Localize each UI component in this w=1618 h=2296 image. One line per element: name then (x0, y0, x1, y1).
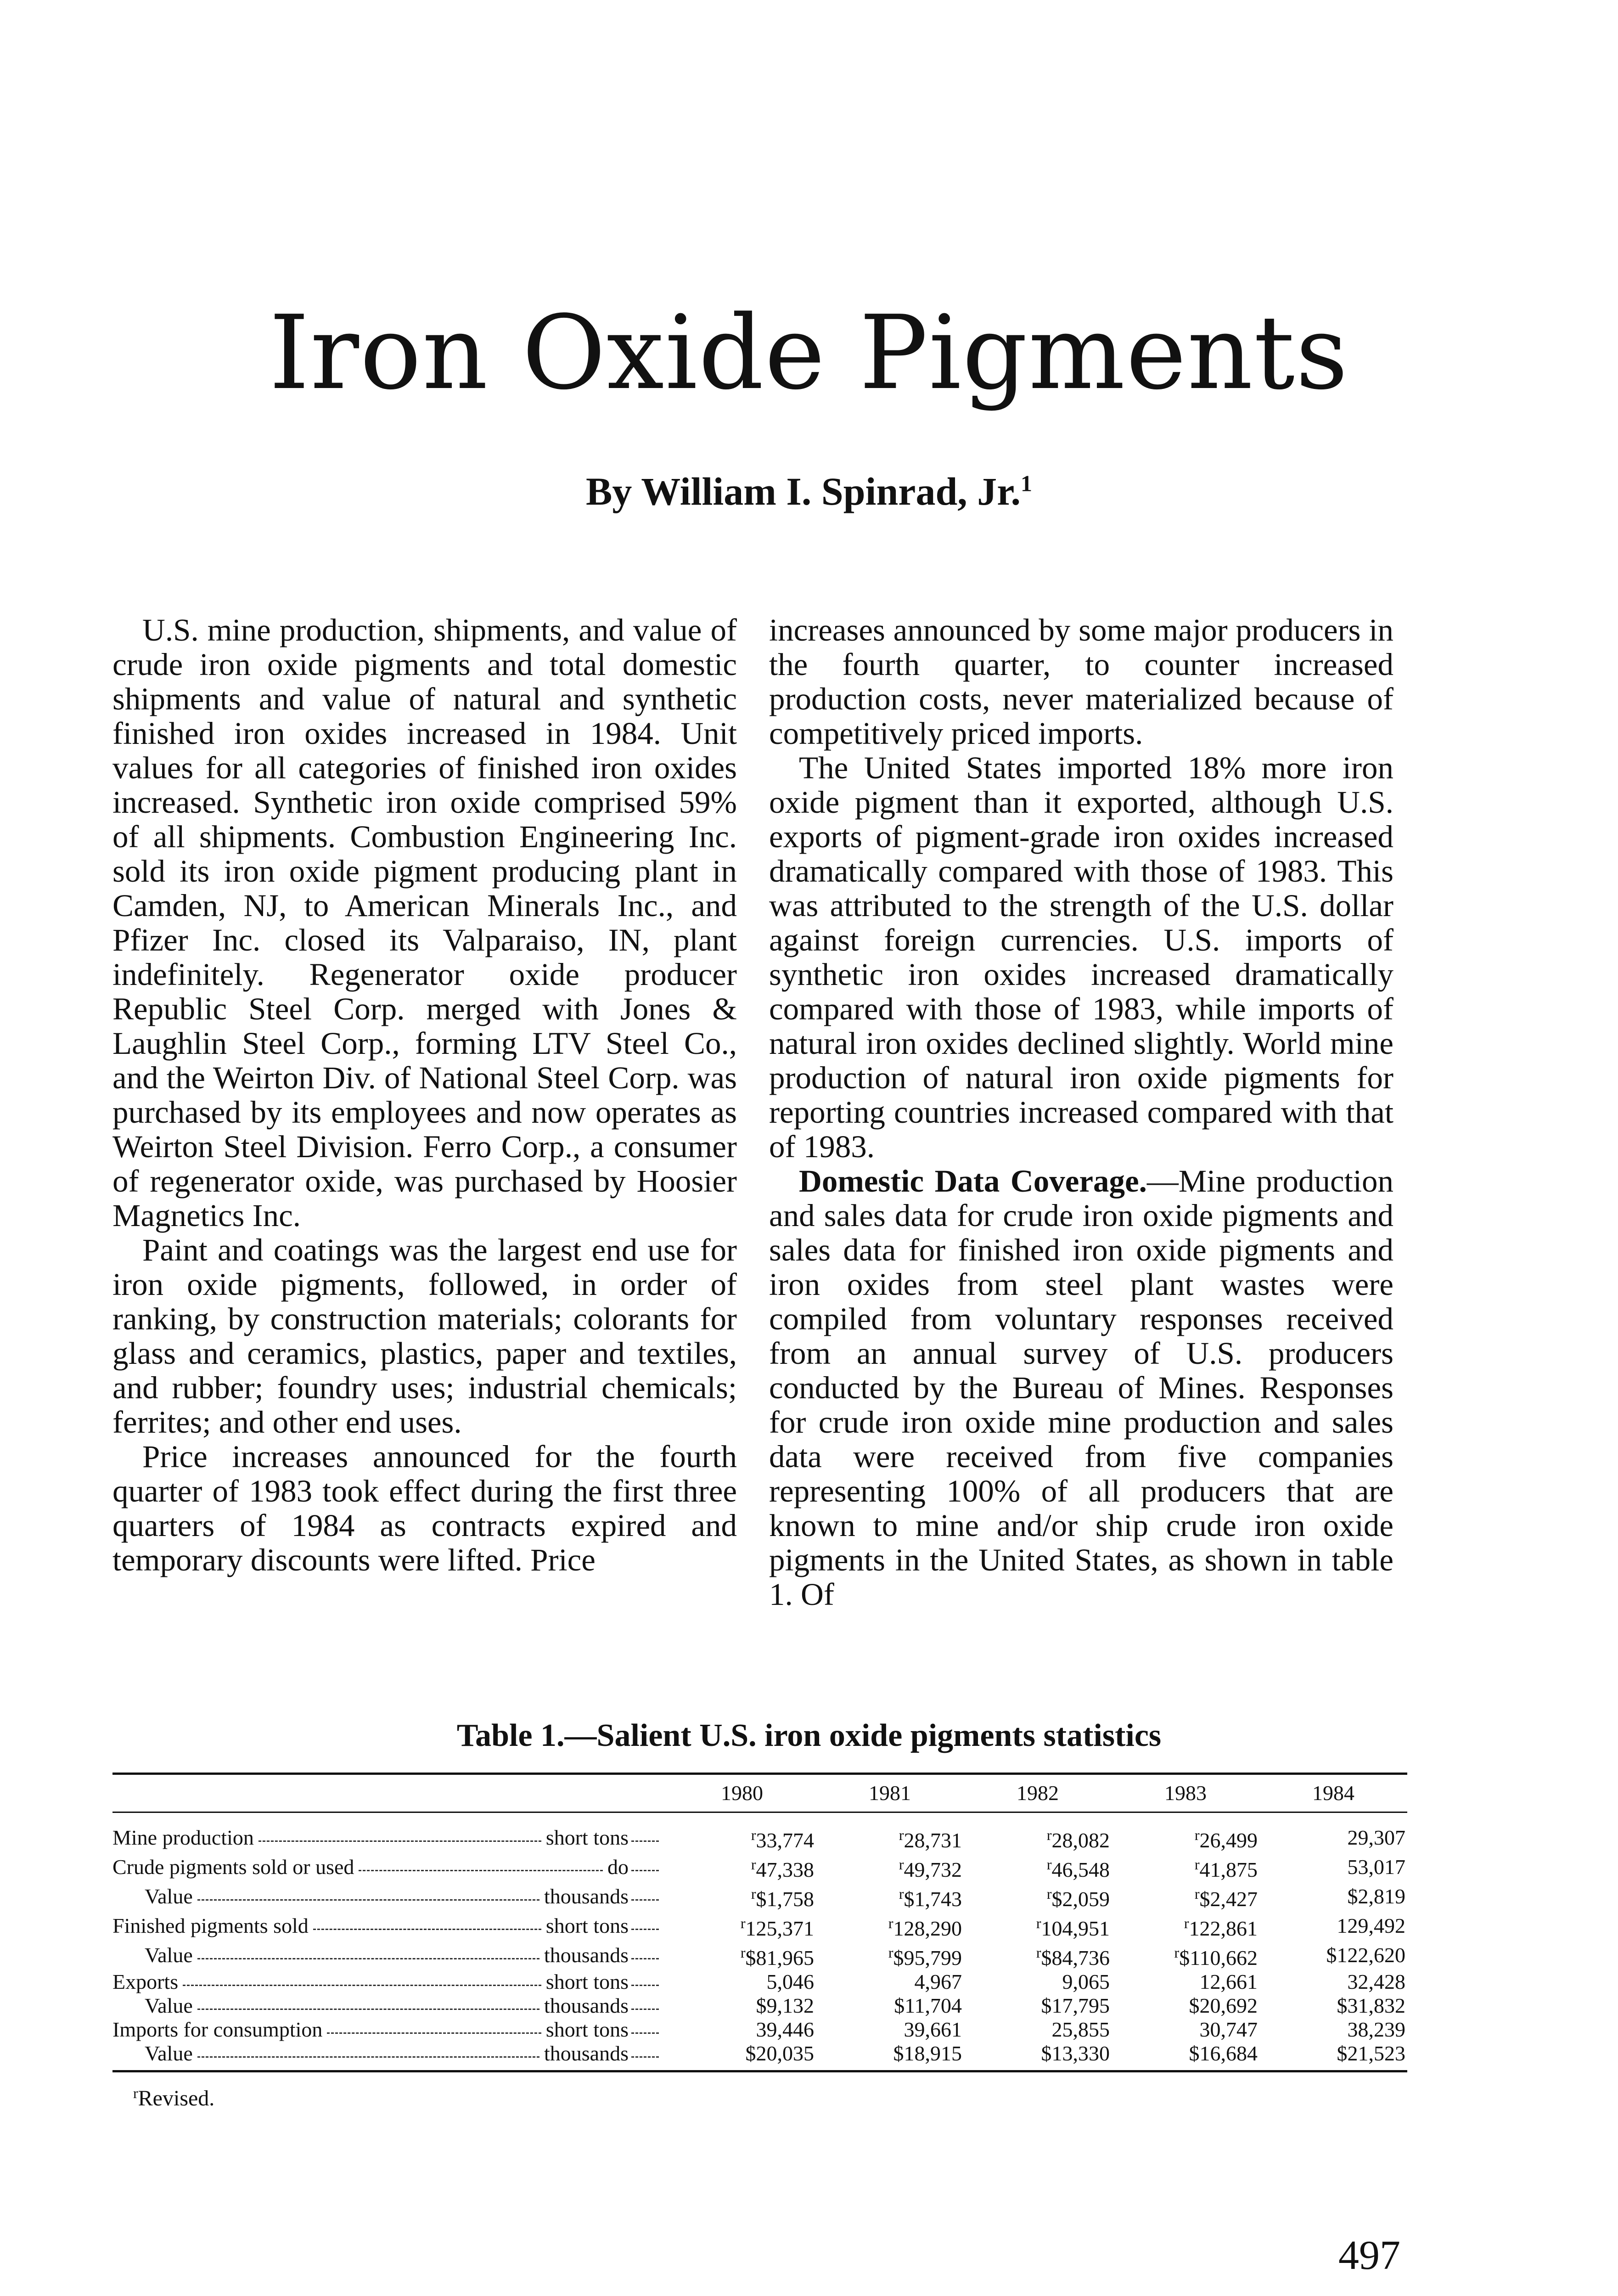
row-label: Value (145, 1994, 193, 2017)
row-stub (112, 2018, 668, 2042)
table-cell (1259, 1852, 1407, 1882)
cell-value: 32,428 (1347, 1970, 1405, 1993)
table-cell (816, 1941, 964, 1970)
cell-value: 33,774 (756, 1829, 814, 1852)
row-unit: thousands (544, 2042, 629, 2065)
cell-value: $31,832 (1337, 1994, 1405, 2017)
table-row (112, 1812, 1407, 1853)
row-unit: short tons (545, 1826, 629, 1849)
revised-mark: r (751, 1827, 756, 1843)
table-cell (1259, 2042, 1407, 2071)
revised-mark: r (888, 1944, 893, 1961)
table-cell (668, 1812, 816, 1853)
paragraph-end-uses: Paint and coatings was the largest end use for iron oxide pigments, followed, in order of ranking, by construction materials; colorants for glass and ceramics, plastics, paper and textiles, and rubber; foundry uses; industrial chemicals; ferrites; and other end uses. (112, 1232, 737, 1440)
row-stub (112, 2042, 668, 2071)
cell-value: 29,307 (1347, 1826, 1405, 1849)
table-cell (1112, 1882, 1259, 1911)
table-title: Table 1.—Salient U.S. iron oxide pigments statistics (456, 1718, 1162, 1753)
row-stub (112, 1852, 668, 1882)
revised-mark: r (740, 1944, 746, 1961)
revised-mark: r (740, 1915, 746, 1931)
cell-value: $2,819 (1347, 1885, 1405, 1908)
row-unit: thousands (544, 1885, 629, 1908)
paragraph-prices-continued: increases announced by some major producers in the fourth quarter, to counter increased production costs, never materialized because of competitively priced imports. (769, 613, 1393, 751)
leader-dots (631, 2056, 659, 2058)
table-cell (816, 1994, 964, 2018)
table-cell (816, 2042, 964, 2071)
table-cell (964, 1970, 1112, 1994)
row-unit: short tons (545, 2018, 629, 2041)
table-cell (1112, 2018, 1259, 2042)
leader-dots (631, 2032, 659, 2034)
cell-value: 25,855 (1051, 2018, 1110, 2041)
revised-mark: r (1194, 1885, 1200, 1902)
revised-mark: r (1036, 1915, 1041, 1931)
table-cell (816, 1970, 964, 1994)
cell-value: $20,035 (745, 2042, 814, 2065)
revised-mark: r (1194, 1856, 1200, 1873)
table-row (112, 2042, 1407, 2071)
row-stub (112, 1812, 668, 1853)
leader-dots (197, 2056, 539, 2058)
table-cell (964, 1812, 1112, 1853)
cell-value: 39,446 (756, 2018, 814, 2041)
leader-dots (631, 2009, 659, 2010)
table-cell (1259, 1911, 1407, 1941)
revised-mark: r (1184, 1915, 1189, 1931)
page-number: 497 (1338, 2233, 1400, 2278)
byline (0, 468, 1618, 514)
row-unit: thousands (544, 1994, 629, 2017)
leader-dots (327, 2032, 541, 2034)
left-column (112, 613, 737, 1577)
table-cell (1112, 2042, 1259, 2071)
cell-value: 122,861 (1189, 1917, 1258, 1940)
table-cell (1112, 1994, 1259, 2018)
cell-value: $13,330 (1041, 2042, 1110, 2065)
leader-dots (258, 1840, 541, 1842)
cell-value: $1,758 (756, 1887, 814, 1911)
leader-dots (197, 1958, 539, 1959)
row-stub (112, 1911, 668, 1941)
cell-value: 39,661 (904, 2018, 962, 2041)
cell-value: $18,915 (893, 2042, 962, 2065)
cell-value: 47,338 (756, 1858, 814, 1881)
table-cell (1259, 2018, 1407, 2042)
table-cell (964, 2018, 1112, 2042)
table-cell (1259, 1994, 1407, 2018)
header-year: 1982 (1017, 1781, 1059, 1805)
row-stub (112, 1882, 668, 1911)
row-stub (112, 1970, 668, 1994)
leader-dots (631, 1899, 659, 1901)
cell-value: 129,492 (1337, 1914, 1405, 1937)
salient-statistics-table (112, 1773, 1407, 2072)
table-cell (1112, 1852, 1259, 1882)
table-cell (964, 1941, 1112, 1970)
table-body (112, 1812, 1407, 2071)
table-cell (964, 1911, 1112, 1941)
leader-dots (197, 2009, 539, 2010)
table-header-row (112, 1774, 1407, 1812)
cell-value: $11,704 (894, 1994, 962, 2017)
table-cell (964, 2042, 1112, 2071)
revised-mark: r (1174, 1944, 1180, 1961)
cell-value: 125,371 (745, 1917, 814, 1940)
paragraph-data-coverage (769, 1164, 1393, 1612)
author-name: By William I. Spinrad, Jr. (585, 469, 1021, 513)
header-year: 1983 (1164, 1781, 1207, 1805)
table-cell (964, 1882, 1112, 1911)
cell-value: 41,875 (1199, 1858, 1258, 1881)
article-title: Iron Oxide Pigments (269, 294, 1349, 412)
table-row (112, 1911, 1407, 1941)
row-label: Value (145, 2042, 193, 2065)
cell-value: 9,065 (1062, 1970, 1110, 1993)
table-cell (816, 2018, 964, 2042)
leader-dots (197, 1899, 539, 1901)
table-row (112, 2018, 1407, 2042)
leader-dots (313, 1929, 541, 1930)
revised-mark: r (1046, 1827, 1052, 1843)
cell-value: $1,743 (904, 1887, 962, 1911)
row-label: Crude pigments sold or used (112, 1855, 354, 1879)
cell-value: 38,239 (1347, 2018, 1405, 2041)
paragraph-prices: Price increases announced for the fourth quarter of 1983 took effect during the first three quarters of 1984 as contracts expired and temporary discounts were lifted. Price (112, 1439, 737, 1577)
cell-value: 53,017 (1347, 1855, 1405, 1879)
revised-mark: r (751, 1885, 756, 1902)
table-cell (668, 1882, 816, 1911)
header-year: 1981 (869, 1781, 911, 1805)
row-unit: do (607, 1855, 629, 1879)
leader-dots (631, 1840, 659, 1842)
cell-value: $2,059 (1051, 1887, 1110, 1911)
table-row (112, 1852, 1407, 1882)
paragraph-trade: The United States imported 18% more iron oxide pigment than it exported, although U.S. exports of pigment-grade iron oxides increased dramatically compared with those of 1983. This was attributed to the strength of the U.S. dollar against foreign currencies. U.S. imports of synthetic iron oxides increased dramatically compared with those of 1983, while imports of natural iron oxides declined slightly. World mine production of natural iron oxide pigments for reporting countries increased compared with that of 1983. (769, 750, 1393, 1164)
cell-value: 4,967 (914, 1970, 962, 1993)
header-stub (112, 1774, 668, 1812)
cell-value: $20,692 (1189, 1994, 1258, 2017)
cell-value: 30,747 (1199, 2018, 1258, 2041)
revised-mark: r (133, 2085, 138, 2101)
table-cell (1112, 1812, 1259, 1853)
paragraph-intro: U.S. mine production, shipments, and value of crude iron oxide pigments and total domestic shipments and value of natural and synthetic finished iron oxides increased in 1984. Unit values for all categories of finished iron oxides increased. Synthetic iron oxide comprised 59% of all shipments. Combustion Engineering Inc. sold its iron oxide pigment producing plant in Camden, NJ, to American Minerals Inc., and Pfizer Inc. closed its Valparaiso, IN, plant indefinitely. Regenerator oxide producer Republic Steel Corp. merged with Jones & Laughlin Steel Corp., forming LTV Steel Co., and the Weirton Div. of National Steel Corp. was purchased by its employees and now operates as Weirton Steel Division. Ferro Corp., a consumer of regenerator oxide, was purchased by Hoosier Magnetics Inc. (112, 613, 737, 1233)
table-row (112, 1994, 1407, 2018)
table-cell (964, 1852, 1112, 1882)
cell-value: $21,523 (1337, 2042, 1405, 2065)
cell-value: $110,662 (1179, 1946, 1258, 1970)
revised-mark: r (1046, 1885, 1052, 1902)
right-column (769, 613, 1393, 1612)
leader-dots (631, 1929, 659, 1930)
table-cell (668, 2018, 816, 2042)
row-unit: short tons (545, 1914, 629, 1937)
table-cell (668, 1970, 816, 1994)
leader-dots (631, 1870, 659, 1871)
cell-value: $17,795 (1041, 1994, 1110, 2017)
revised-mark: r (899, 1827, 904, 1843)
footnote-text: Revised. (138, 2086, 215, 2110)
table-cell (816, 1812, 964, 1853)
table-cell (668, 1941, 816, 1970)
row-unit: thousands (544, 1943, 629, 1967)
table-cell (1259, 1970, 1407, 1994)
cell-value: 26,499 (1199, 1829, 1258, 1852)
table-footnote (133, 2085, 214, 2111)
table-row (112, 1882, 1407, 1911)
table-cell (668, 2042, 816, 2071)
table-cell (1259, 1882, 1407, 1911)
cell-value: $81,965 (745, 1946, 814, 1970)
table-cell (1112, 1941, 1259, 1970)
table-cell (964, 1994, 1112, 2018)
table-cell (668, 1911, 816, 1941)
cell-value: $95,799 (893, 1946, 962, 1970)
cell-value: $9,132 (756, 1994, 814, 2017)
revised-mark: r (1046, 1856, 1052, 1873)
table-row (112, 1970, 1407, 1994)
cell-value: $2,427 (1199, 1887, 1258, 1911)
table-row (112, 1941, 1407, 1970)
header-year: 1980 (721, 1781, 763, 1805)
row-stub (112, 1994, 668, 2018)
table-cell (668, 1852, 816, 1882)
revised-mark: r (888, 1915, 893, 1931)
row-label: Imports for consumption (112, 2018, 323, 2041)
cell-value: $84,736 (1041, 1946, 1110, 1970)
cell-value: 28,731 (904, 1829, 962, 1852)
row-label: Value (145, 1943, 193, 1967)
row-label: Finished pigments sold (112, 1914, 309, 1937)
revised-mark: r (899, 1856, 904, 1873)
cell-value: $122,620 (1326, 1943, 1405, 1967)
row-label: Value (145, 1885, 193, 1908)
table-cell (1259, 1941, 1407, 1970)
cell-value: 5,046 (766, 1970, 814, 1993)
cell-value: 28,082 (1051, 1829, 1110, 1852)
cell-value: 128,290 (893, 1917, 962, 1940)
revised-mark: r (751, 1856, 756, 1873)
table-cell (1112, 1911, 1259, 1941)
leader-dots (359, 1870, 603, 1871)
cell-value: 12,661 (1199, 1970, 1258, 1993)
table-cell (816, 1882, 964, 1911)
cell-value: 49,732 (904, 1858, 962, 1881)
revised-mark: r (899, 1885, 904, 1902)
author-footnote-ref: 1 (1021, 470, 1033, 496)
leader-dots (631, 1958, 659, 1959)
data-coverage-text: —Mine production and sales data for crude iron oxide pigments and sales data for finished iron oxide pigments and iron oxides from steel plant wastes were compiled from voluntary responses received from an annual survey of U.S. producers conducted by the Bureau of Mines. Responses for crude iron oxide mine production and sales data were received from five companies representing 100% of all producers that are known to mine and/or ship crude iron oxide pigments in the United States, as shown in table 1. Of (769, 1164, 1393, 1612)
cell-value: 104,951 (1041, 1917, 1110, 1940)
header-year: 1984 (1312, 1781, 1354, 1805)
table-cell (1112, 1970, 1259, 1994)
row-label: Exports (112, 1970, 179, 1993)
cell-value: 46,548 (1051, 1858, 1110, 1881)
section-heading-data-coverage: Domestic Data Coverage. (799, 1164, 1147, 1199)
table-cell (1259, 1812, 1407, 1853)
table-cell (668, 1994, 816, 2018)
row-unit: short tons (545, 1970, 629, 1993)
leader-dots (631, 1985, 659, 1986)
table-cell (816, 1911, 964, 1941)
row-stub (112, 1941, 668, 1970)
row-label: Mine production (112, 1826, 254, 1849)
revised-mark: r (1036, 1944, 1041, 1961)
leader-dots (183, 1985, 541, 1986)
table-cell (816, 1852, 964, 1882)
revised-mark: r (1194, 1827, 1200, 1843)
cell-value: $16,684 (1189, 2042, 1258, 2065)
